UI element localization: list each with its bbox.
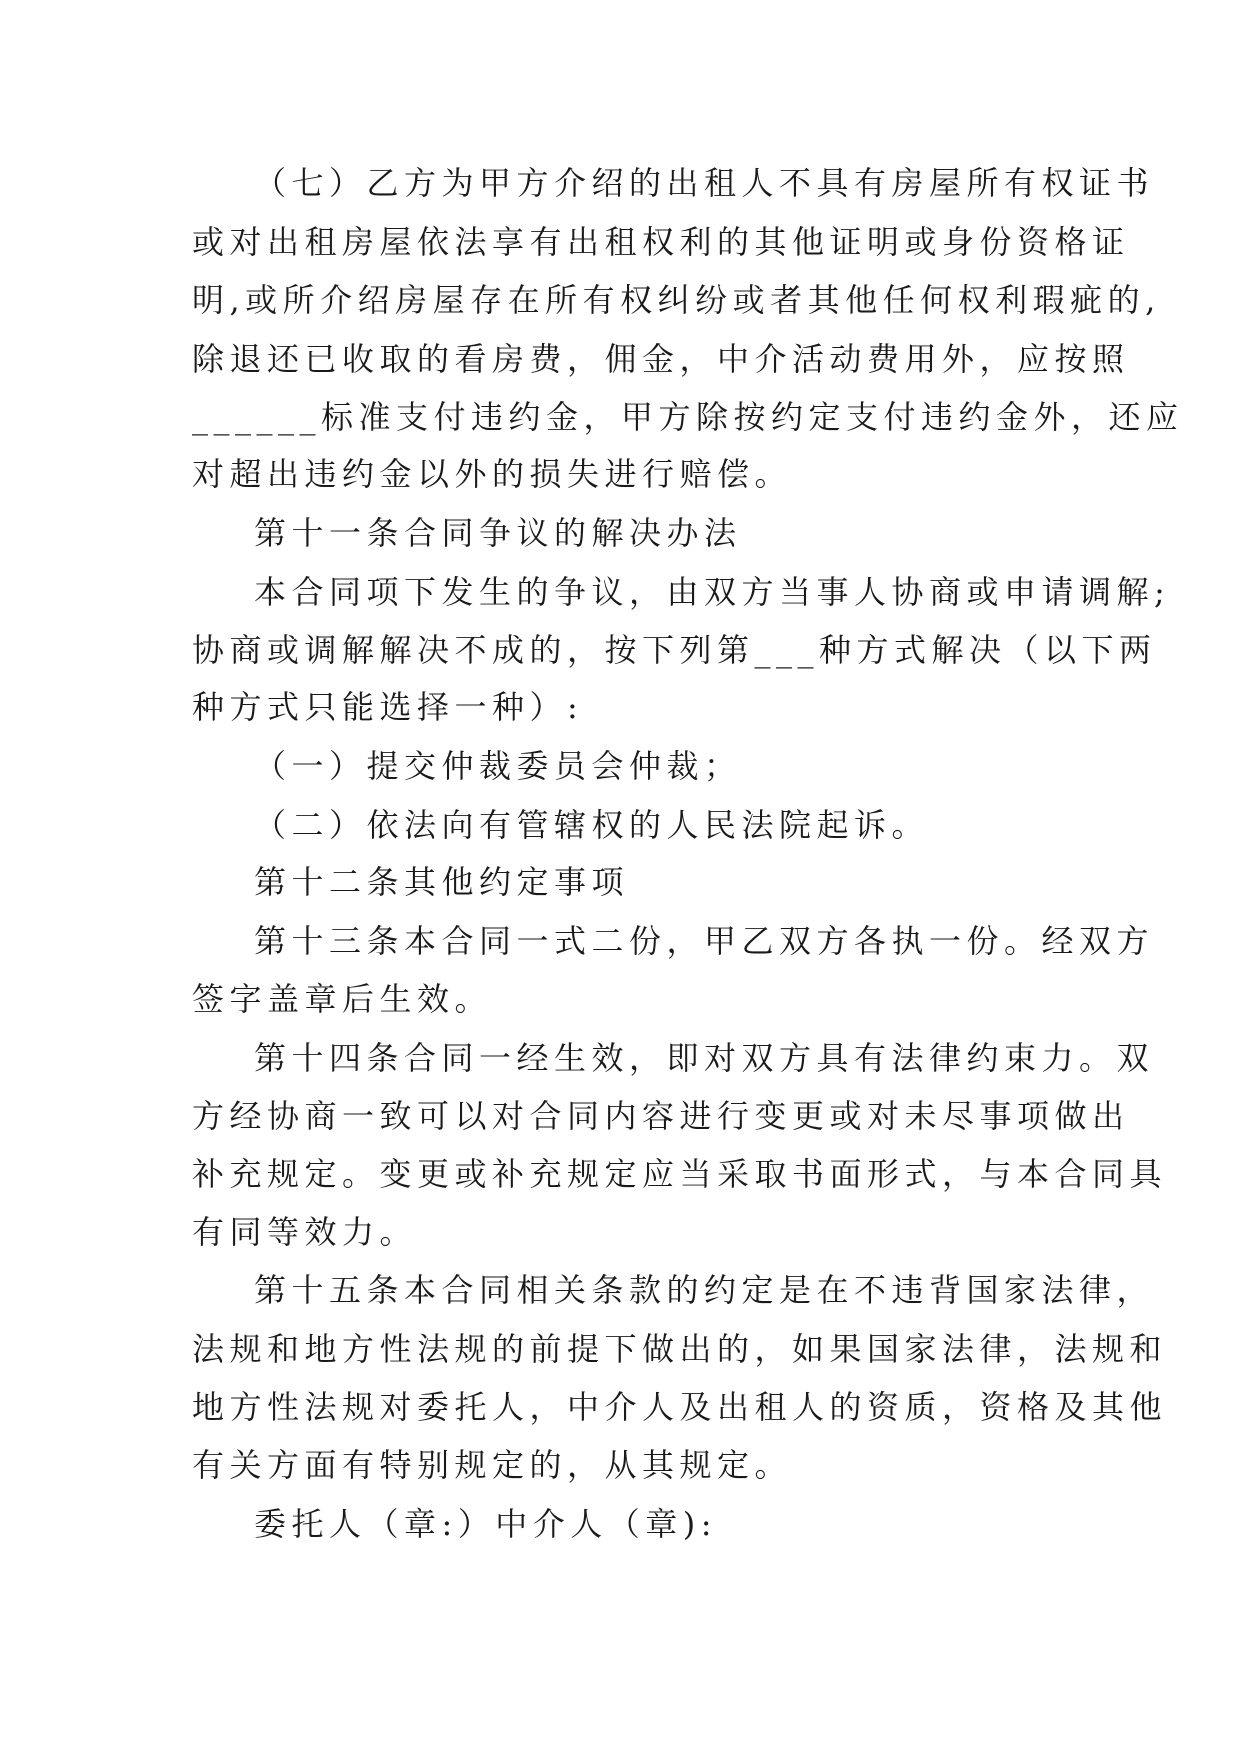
article-14-line-1: 第十四条合同一经生效，即对双方具有法律约束力。双 [254,1039,1155,1077]
signature-line: 委托人（章:）中介人（章): [254,1505,718,1543]
paragraph-7-line-4: 除退还已收取的看房费，佣金，中介活动费用外，应按照 [192,340,1130,378]
paragraph-7-line-5: ______标准支付违约金，甲方除按约定支付违约金外，还应 [192,398,1184,436]
article-14-line-3: 补充规定。变更或补充规定应当采取书面形式，与本合同具 [192,1155,1168,1193]
article-11-option-1: （一）提交仲裁委员会仲裁； [254,747,742,785]
article-11-line-3: 种方式只能选择一种）: [192,688,584,726]
article-11-line-1: 本合同项下发生的争议，由双方当事人协商或申请调解; [254,573,1171,611]
article-15-line-1: 第十五条本合同相关条款的约定是在不违背国家法律， [254,1271,1155,1309]
article-11-heading: 第十一条合同争议的解决办法 [254,514,742,552]
article-14-line-2: 方经协商一致可以对合同内容进行变更或对未尽事项做出 [192,1097,1130,1135]
article-15-line-2: 法规和地方性法规的前提下做出的，如果国家法律，法规和 [192,1330,1168,1368]
paragraph-7-line-3: 明,或所介绍房屋存在所有权纠纷或者其他任何权利瑕疵的, [192,281,1161,319]
article-11-line-2: 协商或调解解决不成的，按下列第___种方式解决（以下两 [192,631,1157,669]
article-15-line-3: 地方性法规对委托人，中介人及出租人的资质，资格及其他 [192,1388,1168,1426]
article-13-line-2: 签字盖章后生效。 [192,980,493,1018]
article-13-line-1: 第十三条本合同一式二份，甲乙双方各执一份。经双方 [254,922,1155,960]
paragraph-7-line-1: （七）乙方为甲方介绍的出租人不具有房屋所有权证书 [254,164,1155,202]
paragraph-7-line-2: 或对出租房屋依法享有出租权利的其他证明或身份资格证 [192,223,1130,261]
article-12-heading: 第十二条其他约定事项 [254,863,630,901]
article-11-option-2: （二）依法向有管辖权的人民法院起诉。 [254,806,930,844]
article-14-line-4: 有同等效力。 [192,1213,418,1251]
article-15-line-4: 有关方面有特别规定的，从其规定。 [192,1446,793,1484]
paragraph-7-line-6: 对超出违约金以外的损失进行赔偿。 [192,455,793,493]
